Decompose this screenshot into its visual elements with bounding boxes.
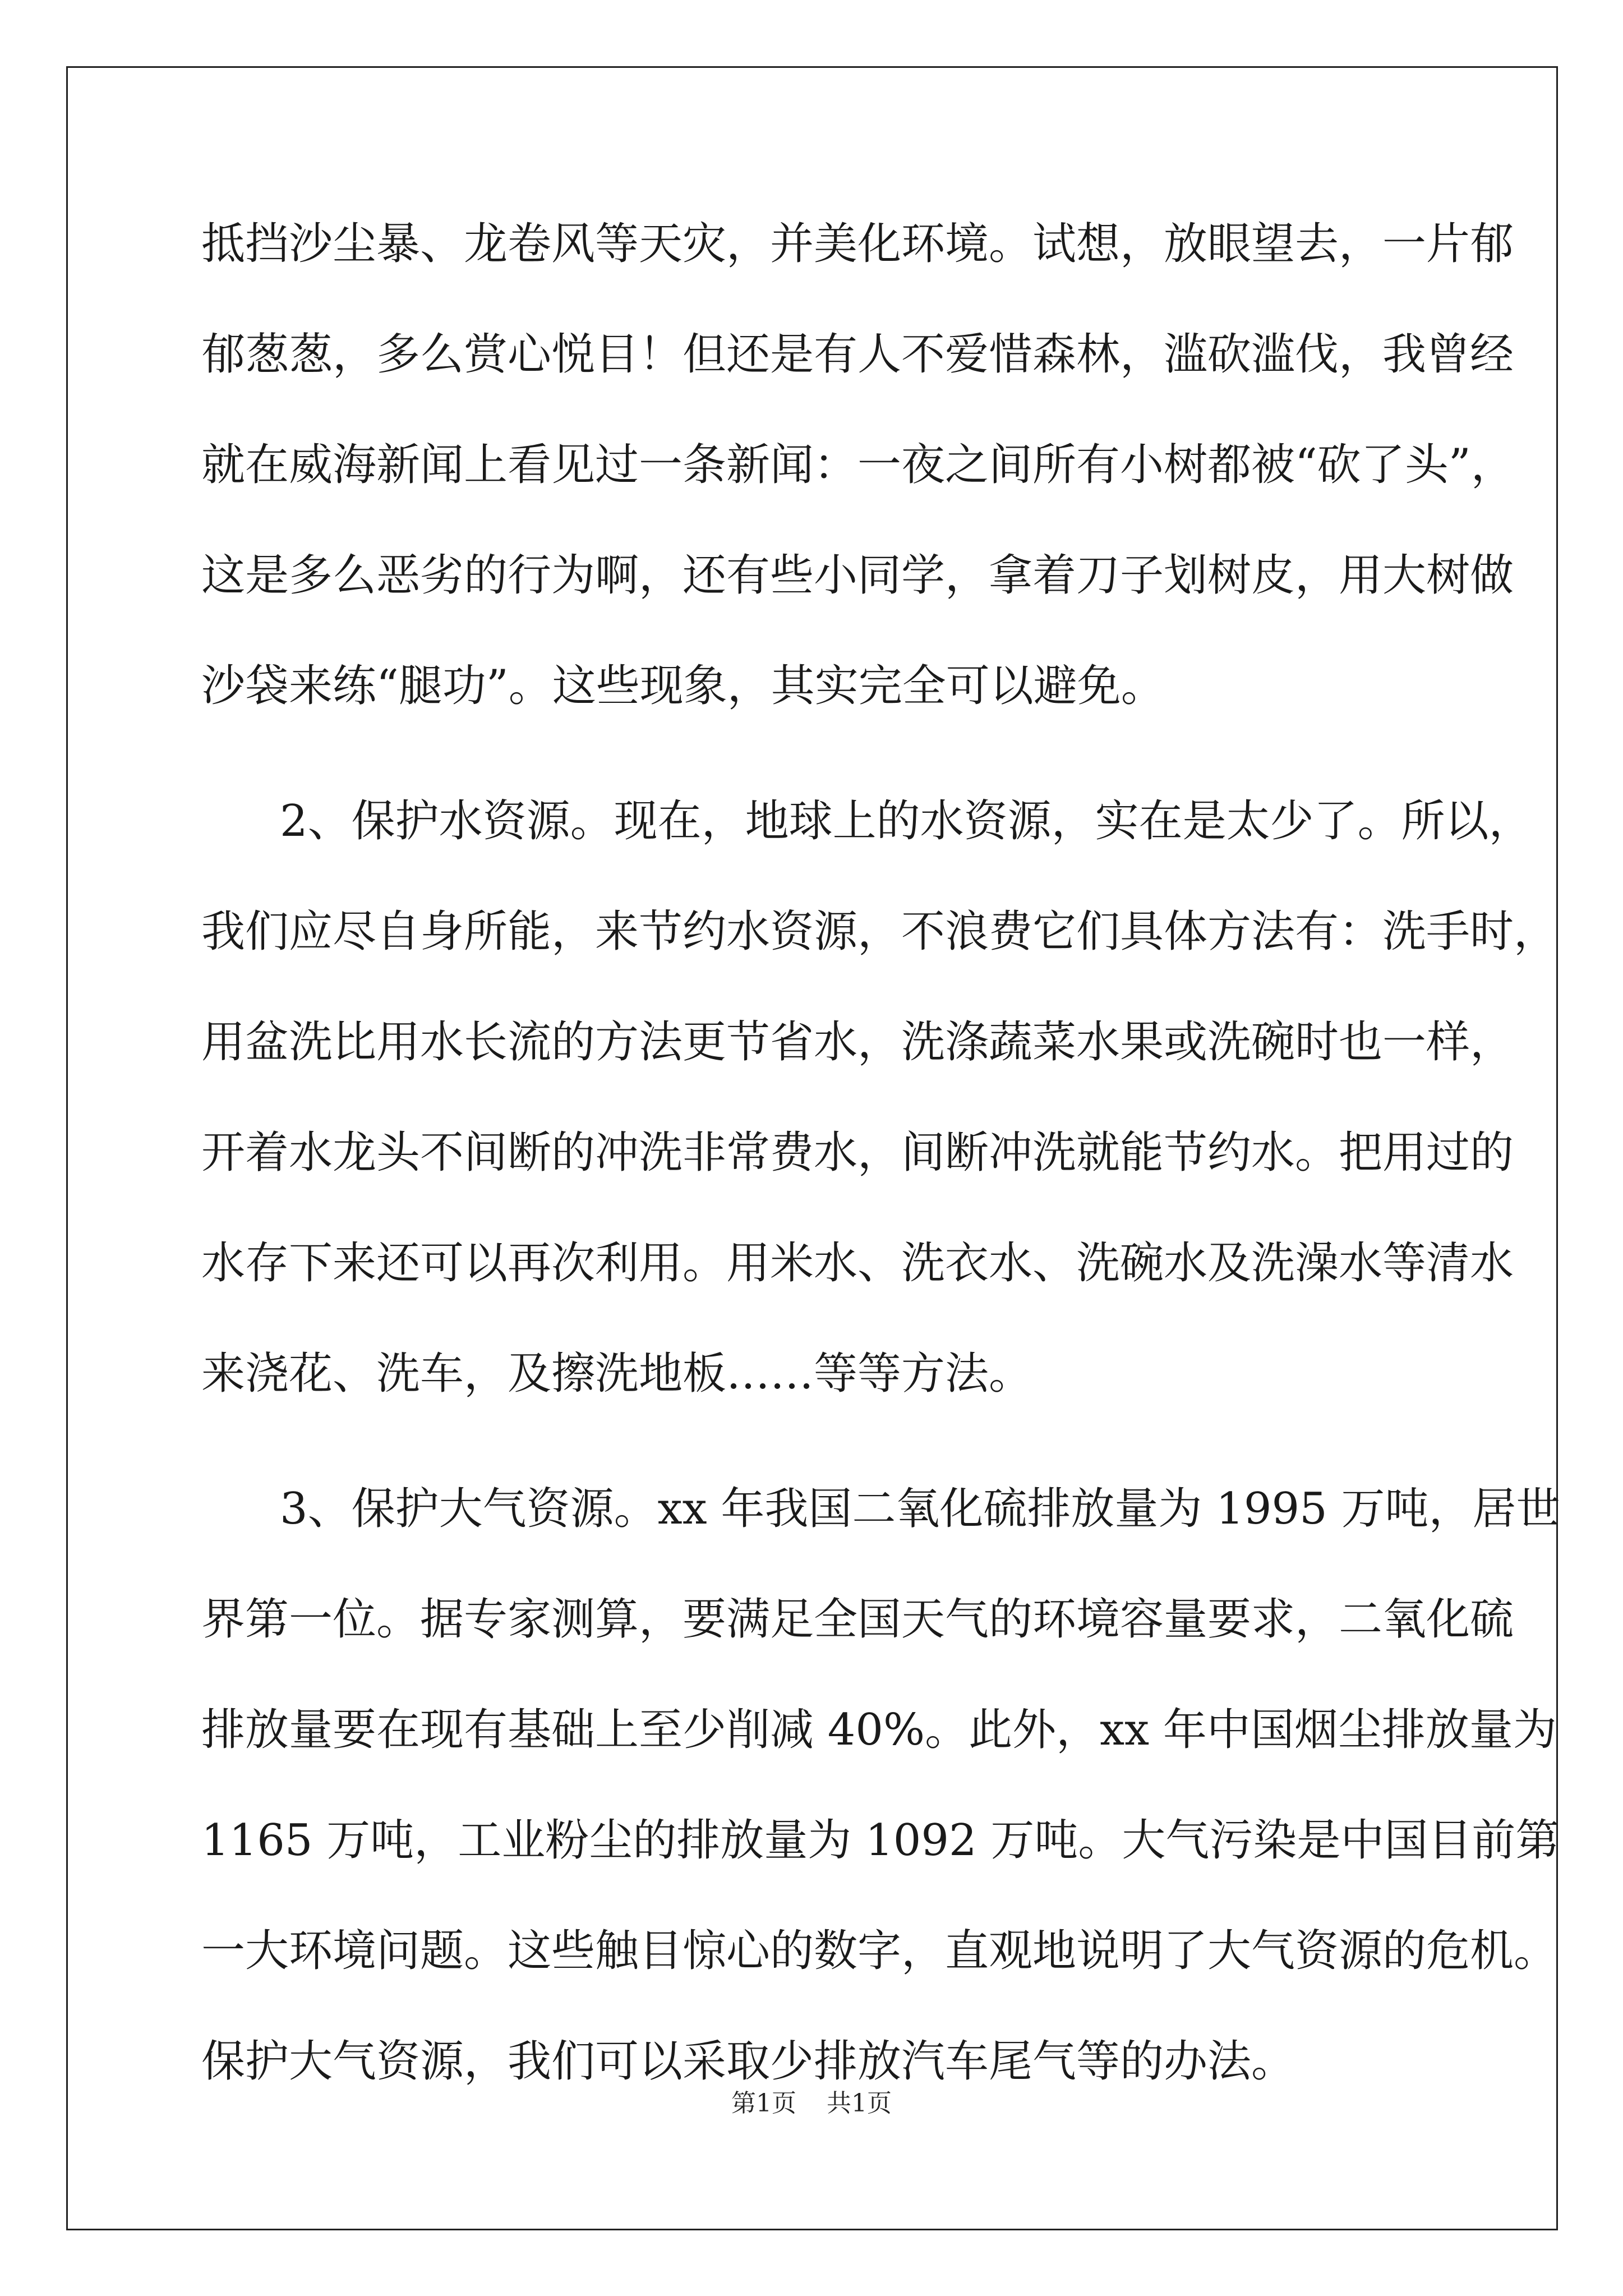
text-line: 3、保护大气资源。xx 年我国二氧化硫排放量为 1995 万吨，居世: [280, 1484, 1560, 1534]
paragraph-1: [201, 210, 1515, 763]
text-line: 来浇花、洗车，及擦洗地板……等等方法。: [201, 1349, 1033, 1399]
text-line: 郁葱葱，多么赏心悦目！但还是有人不爱惜森林，滥砍滥伐，我曾经: [201, 329, 1514, 380]
page-total: 共1页: [827, 2089, 892, 2118]
text-line: 开着水龙头不间断的冲洗非常费水，间断冲洗就能节约水。把用过的: [201, 1128, 1514, 1178]
text-line: 沙袋来练“腿功”。这些现象，其实完全可以避免。: [201, 661, 1165, 711]
text-line: 2、保护水资源。现在，地球上的水资源，实在是太少了。所以，: [280, 796, 1533, 846]
text-line: 水存下来还可以再次利用。用米水、洗衣水、洗碗水及洗澡水等清水: [201, 1238, 1514, 1289]
text-line: 用盆洗比用水长流的方法更节省水，洗涤蔬菜水果或洗碗时也一样，: [201, 1017, 1514, 1068]
text-line: 我们应尽自身所能，来节约水资源，不浪费它们具体方法有：洗手时，: [201, 907, 1558, 957]
text-line: 这是多么恶劣的行为啊，还有些小同学，拿着刀子划树皮，用大树做: [201, 550, 1514, 601]
text-line: 一大环境问题。这些触目惊心的数字，直观地说明了大气资源的危机。: [201, 1926, 1558, 1976]
page-footer: [0, 2087, 1623, 2120]
text-line: 排放量要在现有基础上至少削减 40%。此外，xx 年中国烟尘排放量为: [201, 1705, 1557, 1755]
text-line: 抵挡沙尘暴、龙卷风等天灾，并美化环境。试想，放眼望去，一片郁: [201, 219, 1514, 269]
paragraph-2: [201, 788, 1558, 1451]
text-line: 界第一位。据专家测算，要满足全国天气的环境容量要求，二氧化硫: [201, 1594, 1514, 1645]
text-line: 保护大气资源，我们可以采取少排放汽车尾气等的办法。: [201, 2036, 1295, 2087]
text-line: 1165 万吨，工业粉尘的排放量为 1092 万吨。大气污染是中国目前第: [201, 1815, 1560, 1866]
paragraph-3: [201, 1475, 1560, 2138]
document-body: [201, 210, 1560, 2138]
text-line: 就在威海新闻上看见过一条新闻：一夜之间所有小树都被“砍了头”，: [201, 440, 1515, 490]
page-number: 第1页: [731, 2089, 796, 2118]
